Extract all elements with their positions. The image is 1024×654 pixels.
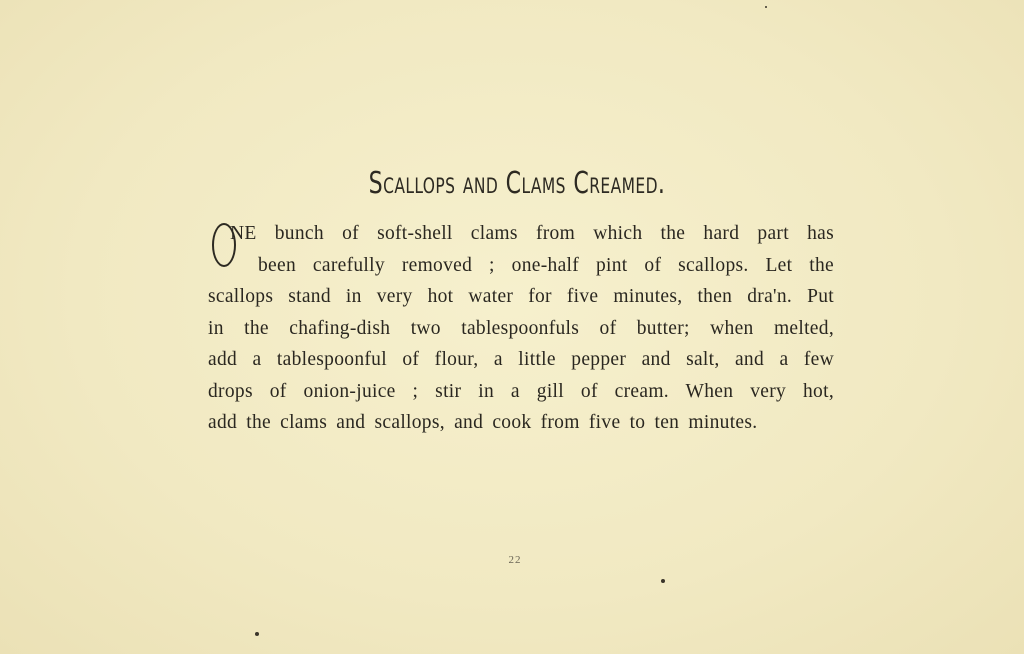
body-line: NE bunch of soft-shell clams from which the hard part has <box>230 223 834 244</box>
body-line: drops of onion-juice ; stir in a gill of cream. When very hot, <box>208 380 834 402</box>
body-line: scallops stand in very hot water for five minutes, then dra'n. Put <box>208 286 834 307</box>
body-line: been carefully removed ; one-half pint of scallops. Let the <box>258 254 834 276</box>
paper-speck <box>255 632 259 636</box>
paper-speck <box>661 579 665 583</box>
body-line: add a tablespoonful of flour, a little pepper and salt, and a few <box>208 349 834 370</box>
body-line: add the clams and scallops, and cook from five to ten minutes. <box>208 412 758 433</box>
recipe-body <box>208 218 834 439</box>
body-line: in the chafing-dish two tablespoonfuls of butter; when melted, <box>208 317 834 339</box>
recipe-title: Scallops and Clams Creamed. <box>368 166 666 201</box>
page-number: 22 <box>508 554 522 566</box>
paper-speck <box>765 6 767 8</box>
